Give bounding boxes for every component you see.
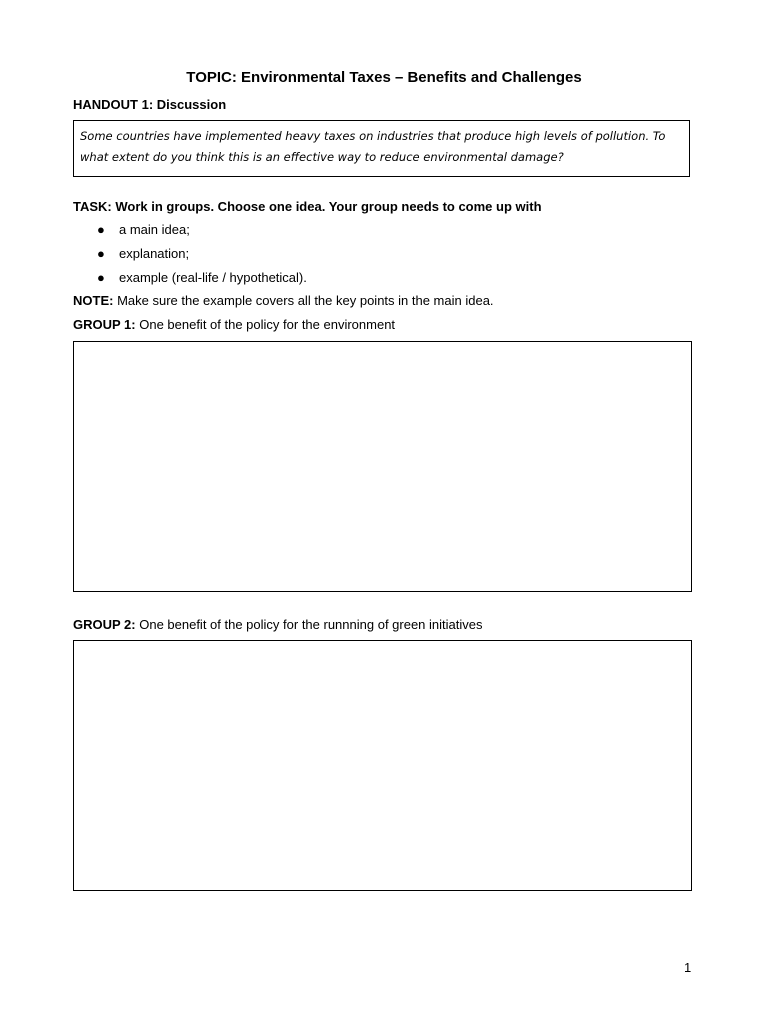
bullet-icon: ● [97, 222, 105, 237]
list-item [97, 245, 307, 269]
group2-label: GROUP 2: [73, 617, 136, 632]
group2-answer-box[interactable] [73, 640, 692, 891]
group2-heading [73, 617, 483, 632]
bullet-text: a main idea; [119, 222, 190, 237]
bullet-icon: ● [97, 270, 105, 285]
task-instruction: TASK: Work in groups. Choose one idea. Your group needs to come up with [73, 199, 542, 214]
page-number: 1 [684, 960, 692, 975]
discussion-prompt-box [73, 120, 690, 177]
note-line [73, 293, 494, 308]
bullet-text: example (real-life / hypothetical). [119, 270, 307, 285]
bullet-icon: ● [97, 246, 105, 261]
group2-text: One benefit of the policy for the runnning of green initiatives [135, 617, 483, 632]
group1-text: One benefit of the policy for the environment [135, 317, 396, 332]
group1-answer-box[interactable] [73, 341, 692, 592]
discussion-prompt-text: Some countries have implemented heavy taxes on industries that produce high levels of pollution. To what extent do you think this is an effective way to reduce environmental damage? [80, 129, 666, 164]
group1-heading [73, 317, 395, 332]
handout-heading: HANDOUT 1: Discussion [73, 97, 227, 112]
list-item [97, 221, 307, 245]
note-label: NOTE: [73, 293, 114, 308]
task-bullet-list [97, 221, 307, 293]
group1-label: GROUP 1: [73, 317, 136, 332]
document-title: TOPIC: Environmental Taxes – Benefits and Challenges [186, 69, 582, 86]
list-item [97, 269, 307, 293]
bullet-text: explanation; [119, 246, 190, 261]
note-text: Make sure the example covers all the key points in the main idea. [113, 293, 494, 308]
